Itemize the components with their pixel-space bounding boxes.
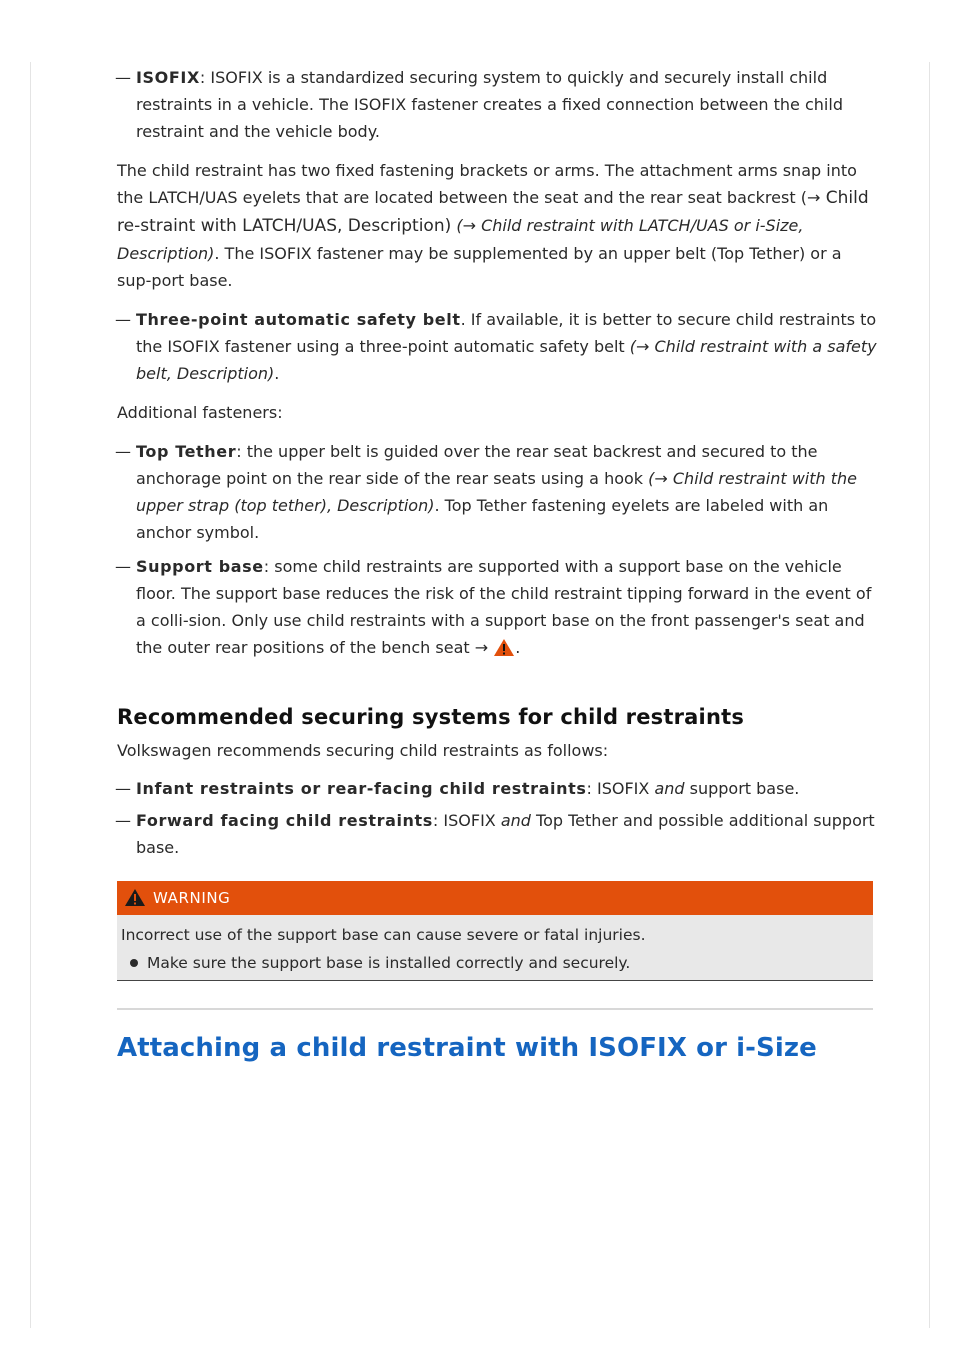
section-divider	[117, 1008, 873, 1010]
section-heading: Recommended securing systems for child restraints	[117, 705, 745, 729]
three-point-term: Three-point automatic safety belt	[136, 310, 461, 329]
infant-text-b: support base.	[684, 779, 800, 798]
warning-header	[117, 881, 873, 915]
section-intro: Volkswagen recommends securing child restraints as follows:	[117, 741, 609, 760]
arrow-icon: →	[474, 638, 489, 657]
top-tether-text: : the upper belt is guided over the rear seat backrest and secured to the anchorage point on the rear side of the rear seats using a hook	[136, 442, 818, 488]
warning-box	[117, 881, 873, 981]
latch-ref[interactable]: Child restraint with LATCH/UAS or i-Size, Description)	[117, 216, 804, 263]
warning-bullet-text: Make sure the support base is installed correctly and securely.	[147, 954, 631, 972]
left-margin-rule	[30, 62, 31, 1328]
warning-bullet	[121, 949, 867, 977]
warning-text: Incorrect use of the support base can cause severe or fatal injuries.	[121, 926, 646, 944]
top-tether-ref[interactable]: Child restraint with the upper strap (top tether), Description)	[136, 469, 857, 515]
three-point-ref[interactable]: Child restraint with a safety belt, Description)	[136, 337, 877, 383]
three-point-tail: .	[274, 364, 280, 383]
isofix-term: ISOFIX	[136, 68, 200, 87]
support-base-tail: .	[515, 638, 521, 657]
list-item-top-tether: — Top Tether: the upper belt is guided over the rear seat backrest and secured to the anchorage point on the rear side of the rear seats using a hook (→ Child restraint with the upper strap (top tether), Description). Top Tether fastening eyelets are labeled with an anchor symbol.	[115, 442, 857, 542]
page-content	[117, 64, 877, 1063]
list-item-forward: — Forward facing child restraints: ISOFIX and Top Tether and possible additional support base.	[115, 811, 875, 857]
latch-link[interactable]: Child re-straint with LATCH/UAS, Description)	[117, 188, 869, 236]
bullet-dot-icon	[130, 959, 138, 967]
warning-body	[117, 915, 873, 980]
top-tether-tail: . Top Tether fastening eyelets are labeled with an anchor symbol.	[136, 496, 829, 542]
warning-triangle-icon	[124, 888, 146, 907]
isofix-text: : ISOFIX is a standardized securing system to quickly and securely install child restraints in a vehicle. The ISOFIX fastener creates a fixed connection between the child restraint and the vehicle body.	[136, 68, 843, 141]
list-item-isofix: — ISOFIX: ISOFIX is a standardized securing system to quickly and securely install child restraints in a vehicle. The ISOFIX fastener creates a fixed connection between the child restraint and the vehicle body.	[115, 68, 843, 141]
forward-em: and	[500, 811, 531, 830]
main-heading: Attaching a child restraint with ISOFIX or i-Size	[117, 1033, 817, 1063]
latch-text-b: . The ISOFIX fastener may be supplemented by an upper belt (Top Tether) or a sup-port base.	[117, 244, 842, 290]
arrow-icon: →	[654, 469, 668, 488]
infant-text-a: : ISOFIX	[586, 779, 655, 798]
paragraph-latch	[117, 157, 877, 294]
right-margin-rule	[929, 62, 930, 1328]
infant-em: and	[654, 779, 685, 798]
support-base-text: : some child restraints are supported with a support base on the vehicle floor. The support base reduces the risk of the child restraint tipping forward in the event of a colli-sion. Only use child restraints with a support base on the front passenger's seat and the outer rear positions of the bench seat	[136, 557, 872, 657]
warning-triangle-icon[interactable]	[493, 638, 515, 665]
warning-label: WARNING	[153, 889, 231, 907]
arrow-icon: →	[636, 337, 650, 356]
latch-text-a: The child restraint has two fixed fastening brackets or arms. The attachment arms snap into the LATCH/UAS eyelets that are located between the seat and the rear seat backrest (	[117, 161, 857, 207]
additional-fasteners-label: Additional fasteners:	[117, 403, 283, 422]
list-item-three-point: — Three-point automatic safety belt. If available, it is better to secure child restraints to the ISOFIX fastener using a three-point automatic safety belt (→ Child restraint with a safety belt, Description).	[115, 310, 877, 383]
arrow-icon: →	[806, 188, 821, 207]
forward-text-a: : ISOFIX	[432, 811, 501, 830]
list-item-infant: — Infant restraints or rear-facing child restraints: ISOFIX and support base.	[115, 779, 800, 798]
support-base-term: Support base	[136, 557, 264, 576]
list-item-support-base: — Support base: some child restraints are supported with a support base on the vehicle floor. The support base reduces the risk of the child restraint tipping forward in the event of a colli-sion. Only use child restraints with a support base on the front passenger's seat and the outer rear positions of the bench seat → .	[117, 553, 877, 665]
top-tether-term: Top Tether	[136, 442, 237, 461]
latch-ref-open: (	[451, 216, 463, 235]
three-point-text: . If available, it is better to secure child restraints to the ISOFIX fastener using a three-point automatic safety belt	[136, 310, 877, 356]
arrow-icon: →	[462, 216, 476, 235]
forward-term: Forward facing child restraints	[136, 811, 433, 830]
forward-text-b: Top Tether and possible additional support base.	[136, 811, 875, 857]
infant-term: Infant restraints or rear-facing child restraints	[136, 779, 587, 798]
